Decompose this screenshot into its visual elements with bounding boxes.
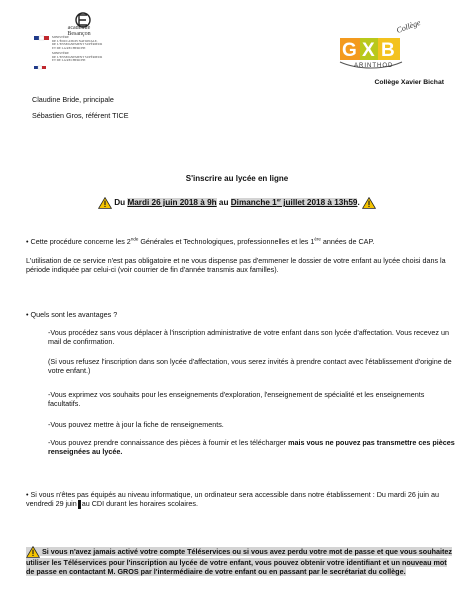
ministry-line: DE L'ÉDUCATION NATIONALE,: [52, 38, 98, 43]
academy-name-line1: académie: [67, 25, 91, 31]
warning-icon: [362, 197, 376, 209]
dates-line: [0, 197, 474, 209]
warning-icon: [26, 546, 40, 558]
svg-text:G: G: [342, 40, 357, 61]
text-part: • Si vous n'êtes pas équipés au niveau informatique, un ordinateur sera accessible dans notre établissement : Du mardi 26 juin au vendredi 29 juin: [26, 490, 440, 508]
text-part: -Vous pouvez prendre connaissance des pièces à fournir et les télécharger: [48, 438, 289, 447]
warning-paragraph: [26, 546, 456, 576]
college-logo-text: ARINTHOD: [354, 63, 394, 69]
text-cursor: [78, 500, 81, 509]
svg-text:X: X: [362, 40, 375, 61]
college-logo: [318, 2, 428, 80]
paragraph-concerned-classes: [26, 237, 456, 246]
dates-au: au: [218, 198, 229, 208]
advantage-item: [48, 438, 458, 456]
academy-logo: [32, 6, 122, 72]
text-sup: ère: [314, 236, 321, 242]
dates-du: Du: [114, 198, 126, 208]
advantage-item: -Vous pouvez mettre à jour la fiche de renseignements.: [48, 420, 224, 429]
dates-dot: .: [357, 198, 360, 208]
end-date-sup: er: [276, 197, 281, 203]
advantages-title: • Quels sont les avantages ?: [26, 310, 118, 319]
advantage-item: -Vous procédez sans vous déplacer à l'inscription administrative de votre enfant dans son lycée d'affectation. Vous recevez un mail de confirmation.: [48, 328, 449, 346]
warning-text: Si vous n'avez jamais activé votre compte Téléservices ou si vous avez perdu votre mot de passe et que vous souhaitez utiliser les Téléservices pour l'inscription au lycée de votre enfant, vous pouvez obtenir votre identifiant et un nouveau mot de passe en contactant M. GROS par l'intermédiaire de votre enfant ou en passant par le secrétariat du collège.: [26, 546, 452, 576]
college-logo-word: Collège: [395, 18, 422, 35]
text-part: années de CAP.: [320, 237, 375, 246]
page-title: S'inscrire au lycée en ligne: [185, 174, 289, 183]
warning-icon: [98, 197, 112, 209]
ministry-block-2: [52, 52, 112, 63]
text-part-bold: mais vous ne pouvez pas transmettre ces pièces renseignées au lycée.: [48, 438, 455, 456]
advantage-item: -Vous exprimez vos souhaits pour les enseignements d'exploration, l'enseignement de spécialité et les enseignements facultatifs.: [48, 390, 425, 408]
paragraph-computer-access: [26, 490, 456, 509]
text-sup: nde: [130, 236, 139, 242]
academy-name-line2: Besançon: [67, 31, 91, 37]
ministry-line: DE L'ENSEIGNEMENT SUPÉRIEUR: [52, 42, 103, 47]
start-date: Mardi 26 juin 2018 à 9h: [127, 198, 217, 208]
college-name: Collège Xavier Bichat: [374, 79, 444, 86]
principal-line: Claudine Bride, principale: [32, 95, 114, 104]
end-date-part: Dimanche 1: [230, 198, 277, 208]
text-part: au CDI durant les horaires scolaires.: [81, 499, 198, 508]
ministry-line: ET DE LA RECHERCHE: [52, 45, 86, 50]
ministry-block-1: [52, 36, 112, 50]
ministry-line: ET DE LA RECHERCHE: [52, 58, 86, 63]
ministry-line: MINISTÈRE: [52, 51, 69, 55]
end-date: [231, 198, 358, 207]
ministry-line: DE L'ENSEIGNEMENT SUPÉRIEUR: [52, 54, 103, 59]
ministry-line: MINISTÈRE: [52, 35, 69, 39]
advantage-item: (Si vous refusez l'inscription dans son lycée d'affectation, vous serez invités à prendre contact avec l'établissement d'origine de votre enfant.): [48, 357, 452, 375]
paragraph-not-mandatory: L'utilisation de ce service n'est pas obligatoire et ne vous dispense pas d'emmener le dossier de votre enfant au lycée choisi dans la période indiquée par celui-ci (voir courrier de fin d'année transmis aux familles).: [26, 256, 446, 274]
svg-text:B: B: [381, 40, 395, 61]
text-part: • Cette procédure concerne les 2: [26, 237, 131, 246]
tice-line: Sébastien Gros, référent TICE: [32, 111, 129, 120]
end-date-part: juillet 2018 à 13h59: [281, 198, 358, 208]
text-part: Générales et Technologiques, professionnelles et les 1: [138, 237, 315, 246]
